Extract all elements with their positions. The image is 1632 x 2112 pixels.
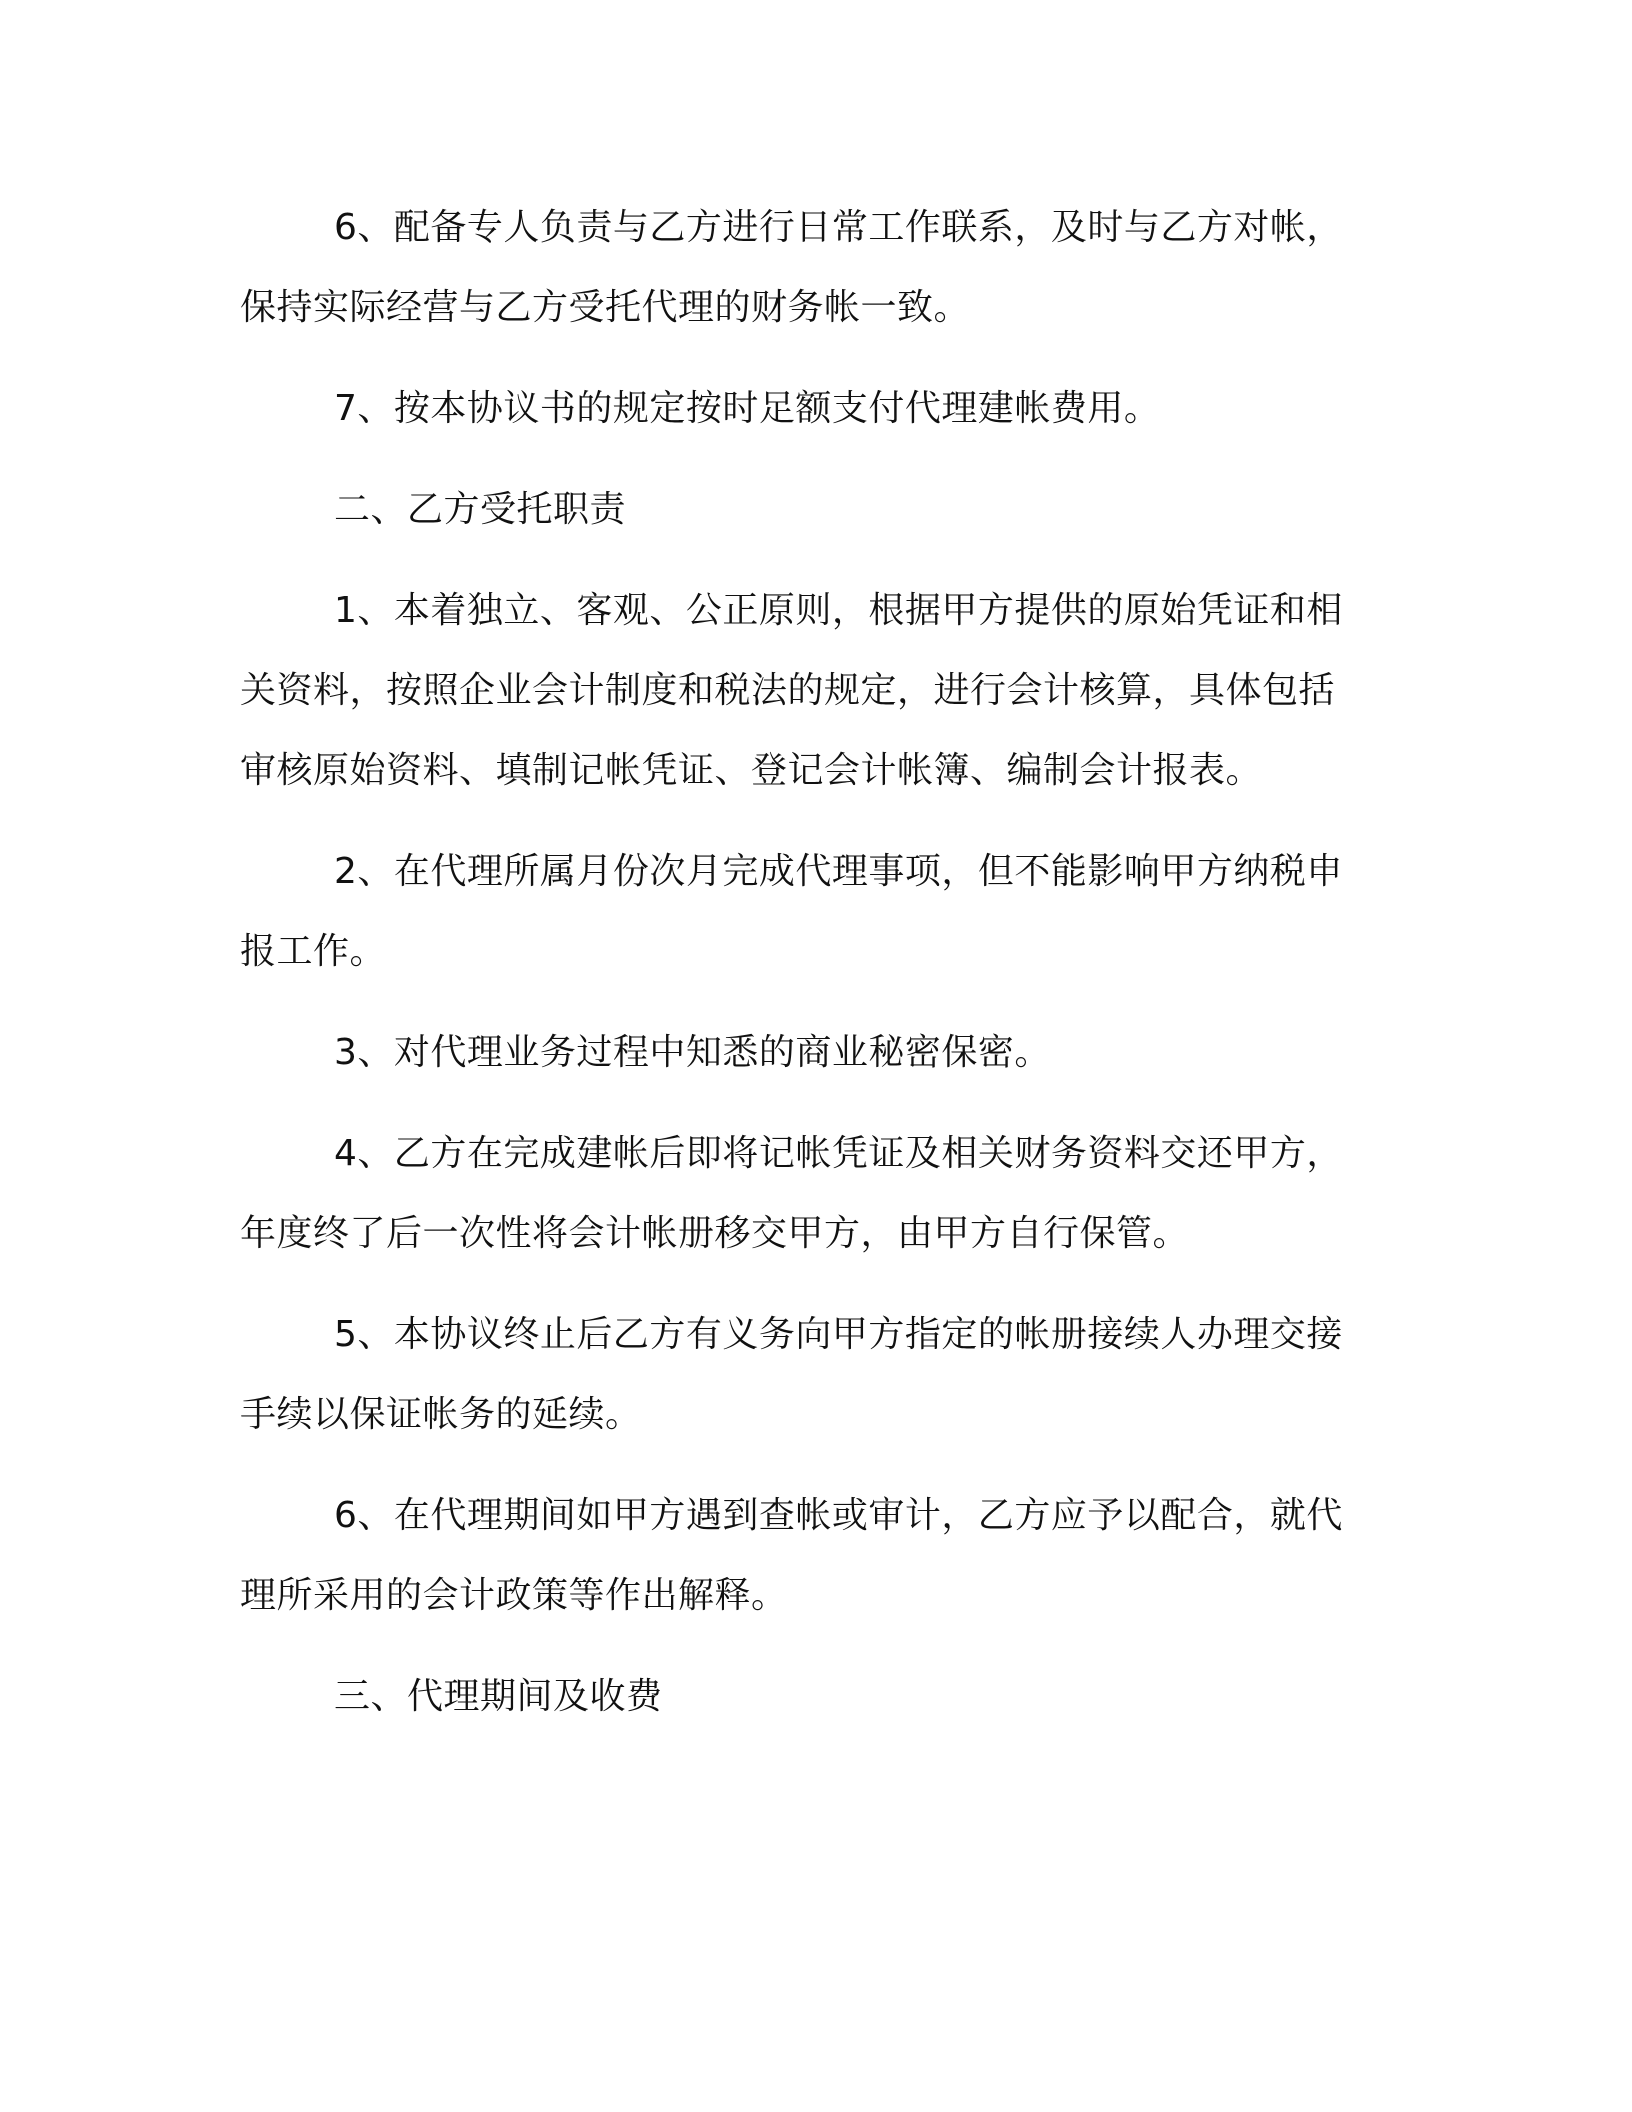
- document-body: [240, 188, 1360, 1737]
- paragraph-party-b-item-6: 6、在代理期间如甲方遇到查帐或审计，乙方应予以配合，就代理所采用的会计政策等作出解释。: [240, 1495, 1343, 1616]
- paragraph-party-b-item-4: 4、乙方在完成建帐后即将记帐凭证及相关财务资料交还甲方，年度终了后一次性将会计帐册移交甲方，由甲方自行保管。: [240, 1133, 1343, 1254]
- paragraph-party-a-item-7: 7、按本协议书的规定按时足额支付代理建帐费用。: [334, 388, 1161, 429]
- paragraph-party-b-item-1: 1、本着独立、客观、公正原则，根据甲方提供的原始凭证和相关资料，按照企业会计制度和税法的规定，进行会计核算，具体包括审核原始资料、填制记帐凭证、登记会计帐簿、编制会计报表。: [240, 590, 1343, 791]
- paragraph-party-b-item-2: 2、在代理所属月份次月完成代理事项，但不能影响甲方纳税申报工作。: [240, 851, 1343, 972]
- paragraph-party-b-item-5: 5、本协议终止后乙方有义务向甲方指定的帐册接续人办理交接手续以保证帐务的延续。: [240, 1314, 1343, 1435]
- section-heading-party-b-duties: 二、乙方受托职责: [334, 489, 627, 530]
- paragraph-party-b-item-3: 3、对代理业务过程中知悉的商业秘密保密。: [334, 1032, 1051, 1073]
- section-heading-agency-period-and-fees: 三、代理期间及收费: [334, 1676, 663, 1717]
- paragraph-party-a-item-6: 6、配备专人负责与乙方进行日常工作联系，及时与乙方对帐，保持实际经营与乙方受托代理的财务帐一致。: [240, 207, 1343, 328]
